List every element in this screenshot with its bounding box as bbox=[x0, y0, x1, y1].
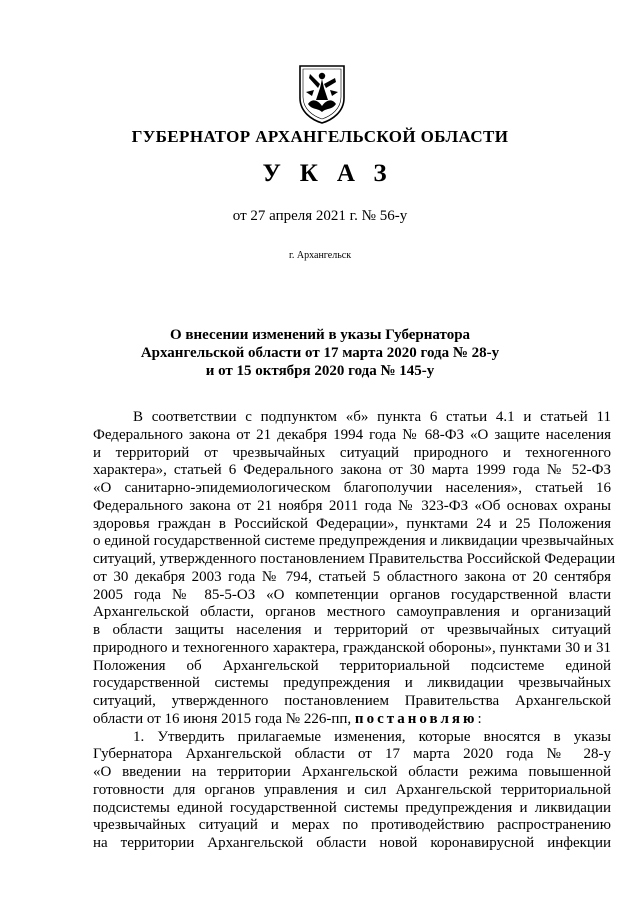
text-line: о единой государственной системе предупреждения и ликвидации чрезвычайных bbox=[93, 533, 615, 550]
document-body bbox=[93, 409, 616, 853]
text-line: Архангельской области, органов местного самоуправления и организаций bbox=[93, 604, 611, 621]
text-line: Положения об Архангельской территориальной подсистеме единой bbox=[93, 657, 611, 674]
text-line: государственной системы предупреждения и ликвидации чрезвычайных bbox=[93, 675, 611, 692]
decree-keyword: постановляю bbox=[354, 710, 478, 727]
title-line: О внесении изменений в указы Губернатора bbox=[169, 327, 471, 343]
text-line: здоровья граждан в Российской Федерации», пунктами 24 и 25 Положения bbox=[93, 515, 611, 532]
text-line: характера», статьей 6 Федерального закона от 30 марта 1999 года № 52-ФЗ bbox=[93, 462, 611, 479]
text-line: ситуаций, утвержденного постановлением Правительства Российской Федерации bbox=[93, 551, 616, 567]
coat-of-arms-emblem bbox=[296, 62, 348, 124]
text-line: ситуаций, утвержденного постановлением Правительства Архангельской bbox=[93, 693, 611, 709]
title-line: и от 15 октября 2020 года № 145-у bbox=[205, 363, 435, 379]
document-type: УКАЗ bbox=[262, 160, 406, 187]
title-line: Архангельской области от 17 марта 2020 года № 28-у bbox=[140, 345, 500, 361]
text-line: готовности для органов управления и сил Архангельской территориальной bbox=[93, 781, 611, 798]
text-line: чрезвычайных ситуаций и мерах по противодействию распространению bbox=[93, 817, 611, 834]
text-fragment: : bbox=[477, 710, 482, 727]
text-line: подсистемы единой государственной системы предупреждения и ликвидации bbox=[93, 799, 611, 816]
text-fragment: области от 16 июня 2015 года № 226-пп, bbox=[93, 710, 352, 727]
date-number: от 27 апреля 2021 г. № 56-у bbox=[232, 208, 408, 224]
text-line: «О введении на территории Архангельской области режима повышенной bbox=[93, 764, 611, 780]
text-line: Федерального закона от 21 ноября 2011 года № 323-ФЗ «Об основах охраны bbox=[93, 497, 611, 514]
text-line: В соответствии с подпунктом «б» пункта 6 статьи 4.1 и статьей 11 bbox=[133, 409, 611, 425]
city: г. Архангельск bbox=[288, 250, 352, 261]
text-line: от 30 декабря 2003 года № 794, статьей 5 областного закона от 20 сентября bbox=[93, 568, 611, 585]
text-line bbox=[93, 711, 611, 729]
text-line: Федерального закона от 21 декабря 1994 года № 68-ФЗ «О защите населения bbox=[93, 426, 611, 443]
paragraph-item-1 bbox=[93, 729, 611, 853]
document-title bbox=[0, 326, 640, 380]
text-line: Губернатора Архангельской области от 17 марта 2020 года № 28-у bbox=[93, 746, 611, 763]
text-line: в области защиты населения и территорий от чрезвычайных ситуаций bbox=[93, 622, 611, 638]
text-line: на территории Архангельской области новой коронавирусной инфекции bbox=[93, 835, 611, 851]
text-line: «О санитарно-эпидемиологическом благополучии населения», статьей 16 bbox=[93, 480, 611, 496]
organization-heading: ГУБЕРНАТОР АРХАНГЕЛЬСКОЙ ОБЛАСТИ bbox=[131, 127, 509, 146]
text-line: и территорий от чрезвычайных ситуаций природного и техногенного bbox=[93, 444, 611, 461]
text-line: 2005 года № 85-5-ОЗ «О компетенции органов государственной власти bbox=[93, 586, 611, 603]
paragraph-preamble bbox=[93, 409, 616, 729]
text-line: 1. Утвердить прилагаемые изменения, которые вносятся в указы bbox=[133, 728, 611, 745]
text-line: природного и техногенного характера, гражданской обороны», пунктами 30 и 31 bbox=[93, 639, 611, 656]
